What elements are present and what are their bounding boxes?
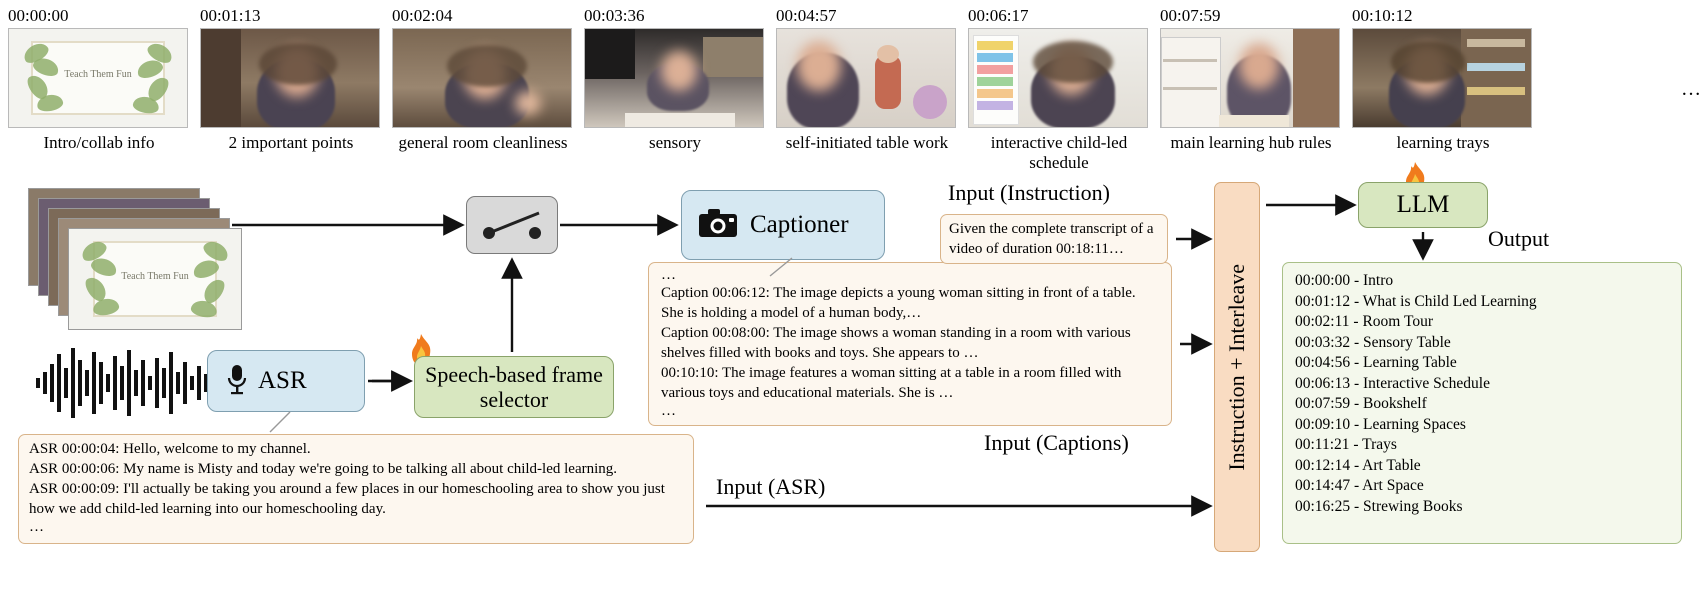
instruction-panel <box>940 214 1168 264</box>
asr-ellipsis: … <box>29 519 44 535</box>
output-heading: Output <box>1488 226 1550 251</box>
microphone-icon <box>226 363 248 400</box>
instruction-interleave-label: Instruction + Interleave <box>1224 263 1249 471</box>
keyframe-thumbnail[interactable]: Teach Them Fun <box>8 28 188 128</box>
camera-icon <box>698 208 738 243</box>
keyframe-thumbnail[interactable] <box>1160 28 1340 128</box>
asr-input-heading: Input (ASR) <box>716 474 826 499</box>
instruction-text: Given the complete transcript of a video of duration 00:18:11… <box>949 221 1154 257</box>
keyframe-thumbnail[interactable] <box>968 28 1148 128</box>
filmstrip-ellipsis: … <box>1681 78 1701 100</box>
instruction-interleave-bar <box>1214 182 1260 552</box>
keyframe-timestamp: 00:07:59 <box>1160 6 1221 25</box>
llm-label: LLM <box>1396 191 1450 218</box>
asr-line: ASR 00:00:04: Hello, welcome to my channel. <box>29 441 311 457</box>
keyframe-caption: interactive child-led schedule <box>990 133 1128 172</box>
output-line: 00:01:12 - What is Child Led Learning <box>1295 292 1537 310</box>
keyframe-item[interactable] <box>392 6 574 153</box>
output-line: 00:00:00 - Intro <box>1295 272 1394 289</box>
asr-line: ASR 00:00:09: I'll actually be taking you around a few places in our homeschooling area to show you just how we add child-led learning into our homeschooling day. <box>29 481 665 517</box>
instruction-input-heading: Input (Instruction) <box>948 180 1110 205</box>
keyframe-filmstrip <box>0 0 1707 172</box>
keyframe-caption: main learning hub rules <box>1170 133 1332 152</box>
keyframe-item[interactable] <box>1352 6 1534 153</box>
keyframe-caption: self-initiated table work <box>785 133 949 152</box>
output-line: 00:14:47 - Art Space <box>1295 477 1424 494</box>
keyframe-caption: learning trays <box>1396 133 1490 152</box>
captions-ellipsis-bottom: … <box>661 403 676 419</box>
keyframe-timestamp: 00:02:04 <box>392 6 453 25</box>
caption-line: Caption 00:06:12: The image depicts a young woman sitting in front of a table. She is holding a model of a human body,… <box>661 285 1136 321</box>
keyframe-timestamp: 00:06:17 <box>968 6 1029 25</box>
keyframe-thumbnail[interactable] <box>392 28 572 128</box>
keyframe-item[interactable] <box>776 6 958 153</box>
output-line: 00:02:11 - Room Tour <box>1295 313 1433 330</box>
keyframe-item[interactable] <box>968 6 1150 173</box>
output-line: 00:09:10 - Learning Spaces <box>1295 415 1466 433</box>
keyframe-thumbnail[interactable] <box>584 28 764 128</box>
keyframe-caption: Intro/collab info <box>43 133 155 152</box>
keyframe-caption: 2 important points <box>228 133 354 152</box>
caption-line: 00:10:10: The image features a woman sitting at a table in a room filled with various toys and educational materials. She is … <box>661 365 1122 401</box>
llm-block[interactable] <box>1358 182 1488 228</box>
keyframe-timestamp: 00:03:36 <box>584 6 645 25</box>
keyframe-item[interactable] <box>8 6 190 153</box>
output-panel <box>1282 262 1682 544</box>
output-line: 00:06:13 - Interactive Schedule <box>1295 374 1490 392</box>
keyframe-thumbnail[interactable] <box>1352 28 1532 128</box>
frame-selector-label: Speech-based frame selector <box>425 362 603 412</box>
output-line: 00:16:25 - Strewing Books <box>1295 497 1463 515</box>
audio-waveform-icon <box>36 346 216 420</box>
frame-selector-block[interactable] <box>414 356 614 418</box>
asr-line: ASR 00:00:06: My name is Misty and today we're going to be talking all about child-led learning. <box>29 461 618 477</box>
output-line: 00:03:32 - Sensory Table <box>1295 333 1451 351</box>
toggle-switch-icon <box>467 197 559 255</box>
keyframe-item[interactable] <box>1160 6 1342 153</box>
captioner-block[interactable] <box>681 190 885 260</box>
output-line: 00:12:14 - Art Table <box>1295 456 1421 474</box>
keyframe-timestamp: 00:00:00 <box>8 6 69 25</box>
output-line: 00:07:59 - Bookshelf <box>1295 395 1427 412</box>
captions-input-heading: Input (Captions) <box>984 430 1129 455</box>
captions-ellipsis-top: … <box>661 267 676 283</box>
keyframe-caption: general room cleanliness <box>398 133 568 152</box>
captioner-label: Captioner <box>750 211 849 238</box>
keyframe-caption: sensory <box>649 133 701 152</box>
keyframe-item[interactable] <box>200 6 382 153</box>
asr-label: ASR <box>258 367 307 394</box>
frame-switch-gate[interactable] <box>466 196 558 254</box>
output-line: 00:04:56 - Learning Table <box>1295 354 1457 371</box>
asr-panel <box>18 434 694 544</box>
keyframe-timestamp: 00:01:13 <box>200 6 261 25</box>
keyframe-timestamp: 00:10:12 <box>1352 6 1413 25</box>
keyframe-item[interactable] <box>584 6 766 153</box>
output-line: 00:11:21 - Trays <box>1295 436 1397 453</box>
keyframe-timestamp: 00:04:57 <box>776 6 837 25</box>
caption-line: Caption 00:08:00: The image shows a woman standing in a room with various shelves filled with books and toys. She appears to … <box>661 325 1131 361</box>
keyframe-thumbnail[interactable] <box>776 28 956 128</box>
keyframe-thumbnail[interactable] <box>200 28 380 128</box>
asr-block[interactable] <box>207 350 365 412</box>
captions-panel <box>648 262 1172 426</box>
